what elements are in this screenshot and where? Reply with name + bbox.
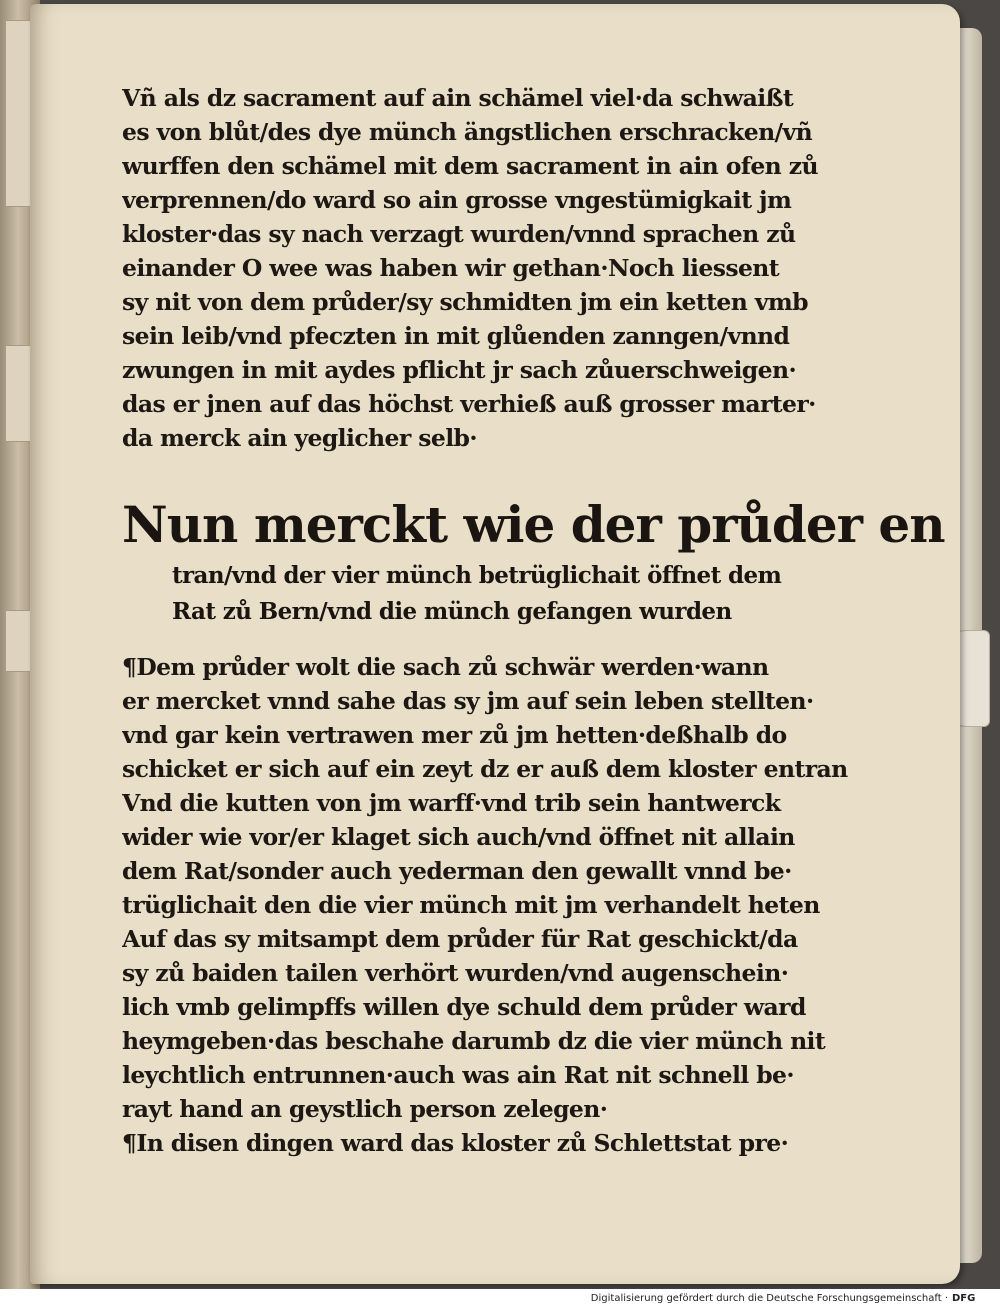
text-line: sy nit von dem průder/sy schmidten jm ein ketten vmb <box>122 288 808 316</box>
text-line: zwungen in mit aydes pflicht jr sach zůuerschweigen· <box>122 356 797 384</box>
book-page <box>30 4 960 1284</box>
heading-title: Nun merckt wie der průder en <box>122 495 945 554</box>
text-line: dem Rat/sonder auch yederman den gewallt vnnd be· <box>122 857 792 885</box>
text-line: einander O wee was haben wir gethan·Noch liessent <box>122 254 780 282</box>
heading-subtitle-line: tran/vnd der vier münch betrüglichait öffnet dem <box>172 562 782 589</box>
text-line: Vñ als dz sacrament auf ain schämel viel·da schwaißt <box>122 84 794 112</box>
text-line: heymgeben·das beschahe darumb dz die vier münch nit <box>122 1027 826 1055</box>
text-line: rayt hand an geystlich person zelegen· <box>122 1095 608 1123</box>
text-line: vnd gar kein vertrawen mer zů jm hetten·deßhalb do <box>122 721 787 749</box>
dfg-logo: DFG <box>952 1293 976 1304</box>
heading-subtitle-line: Rat zů Bern/vnd die münch gefangen wurden <box>172 598 732 625</box>
text-line: Auf das sy mitsampt dem průder für Rat geschickt/da <box>122 925 798 953</box>
text-line: sy zů baiden tailen verhört wurden/vnd augenschein· <box>122 959 789 987</box>
text-line: da merck ain yeglicher selb· <box>122 424 477 452</box>
paragraph-1 <box>122 81 862 455</box>
text-line: wurffen den schämel mit dem sacrament in ain ofen zů <box>122 152 818 180</box>
footer-credit: Digitalisierung gefördert durch die Deutsche Forschungsgemeinschaft · <box>590 1293 948 1304</box>
text-line: kloster·das sy nach verzagt wurden/vnnd sprachen zů <box>122 220 796 248</box>
text-line: leychtlich entrunnen·auch was ain Rat nit schnell be· <box>122 1061 794 1089</box>
text-line: wider wie vor/er klaget sich auch/vnd öffnet nit allain <box>122 823 795 851</box>
text-line: trüglichait den die vier münch mit jm verhandelt heten <box>122 891 820 919</box>
footer-bar <box>0 1289 1000 1309</box>
text-line: Vnd die kutten von jm warff·vnd trib sein hantwerck <box>122 789 781 817</box>
text-line: verprennen/do ward so ain grosse vngestümigkait jm <box>122 186 792 214</box>
section-heading <box>122 492 945 630</box>
text-line: ¶In disen dingen ward das kloster zů Schlettstat pre· <box>122 1129 789 1157</box>
text-line: das er jnen auf das höchst verhieß auß grosser marter· <box>122 390 816 418</box>
text-line: schicket er sich auf ein zeyt dz er auß dem kloster entran <box>122 755 848 783</box>
text-line: er mercket vnnd sahe das sy jm auf sein leben stellten· <box>122 687 814 715</box>
text-line: lich vmb gelimpffs willen dye schuld dem průder ward <box>122 993 806 1021</box>
text-line: sein leib/vnd pfeczten in mit glůenden zanngen/vnnd <box>122 322 790 350</box>
text-line: ¶Dem průder wolt die sach zů schwär werden·wann <box>122 653 769 681</box>
text-line: es von blůt/des dye münch ängstlichen erschracken/vñ <box>122 118 813 146</box>
paragraph-2 <box>122 650 862 1126</box>
paragraph-3 <box>122 1126 862 1160</box>
